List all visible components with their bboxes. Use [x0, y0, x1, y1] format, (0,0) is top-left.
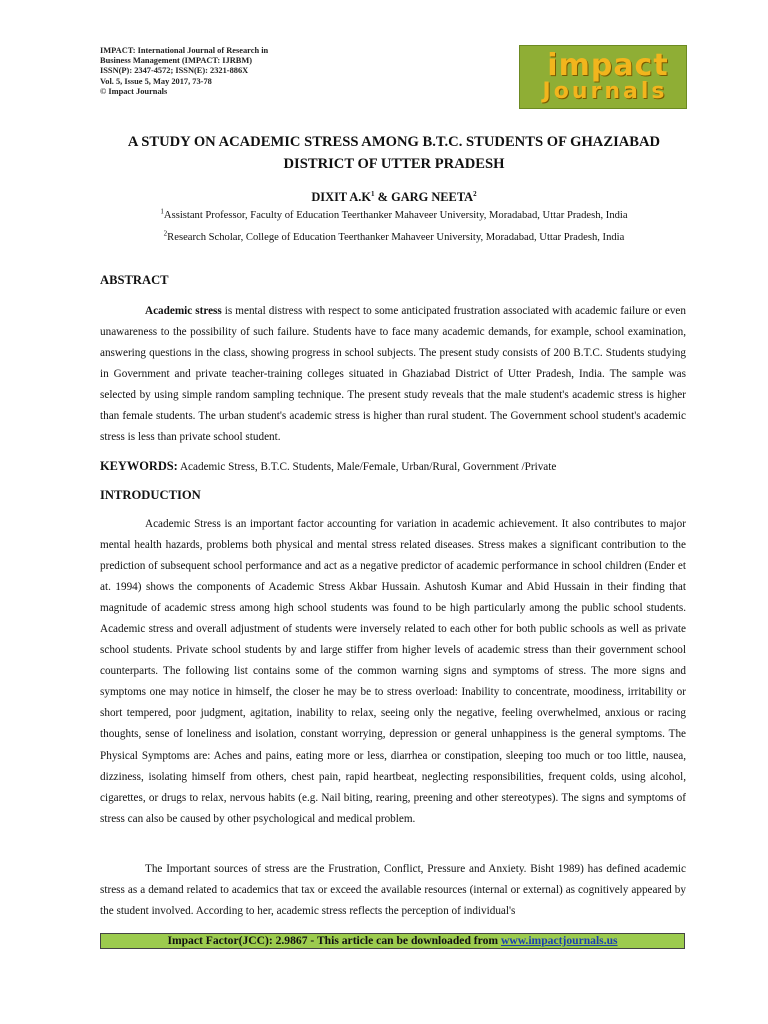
paper-title [100, 131, 688, 175]
introduction-paragraph-2 [100, 859, 686, 922]
author-separator: & [374, 190, 392, 204]
affiliation-superscript: 2 [163, 229, 168, 238]
affiliation [100, 207, 688, 221]
author-line [100, 190, 688, 205]
affiliation-text: Research Scholar, College of Education Teerthanker Mahaveer University, Moradabad, Uttar Pradesh, India [167, 232, 625, 243]
abstract-heading: ABSTRACT [100, 273, 169, 287]
journal-line: Business Management (IMPACT: IJRBM) [100, 56, 253, 66]
logo-word-journals: Journals [542, 79, 668, 104]
impact-factor-footer [100, 933, 685, 949]
keywords-line [100, 459, 686, 474]
author-superscript: 1 [371, 189, 375, 198]
footer-text: Impact Factor(JCC): 2.9867 - This article can be downloaded from [167, 934, 501, 947]
impact-journals-logo [519, 45, 687, 109]
journal-line: Vol. 5, Issue 5, May 2017, 73-78 [100, 76, 212, 86]
author-name: GARG NEETA [391, 190, 474, 204]
introduction-paragraph-1 [100, 514, 686, 830]
author-name: DIXIT A.K [311, 190, 372, 204]
paragraph-text: Academic Stress is an important factor accounting for variation in academic achievement. It also contributes to major mental health hazards, problems both physical and mental stress related diseases. Stress makes a significant contribution to the prediction of subsequent school performance and act as a negative predictor of academic performance in school children (Ender et at. 1994) shows the components of Academic Stress Akbar Hussain. Ashutosh Kumar and Abid Hussain in their finding that magnitude of academic stress among high school students was found to be high particularly among the public school students. Academic stress and overall adjustment of students were inversely related to each other for both public schools as well as private school students. Private school students by and large stiffer from higher levels of academic stress than their government school counterparts. The following list contains some of the common warning signs and symptoms of stress. The more signs and symptoms one may notice in himself, the closer he may be to stress overload: Inability to concentrate, moodiness, irritability or short tempered, poor judgment, agitation, inability to relax, seeing only the negative, feeling overwhelmed, anxious or racing thoughts, sense of loneliness and isolation, constant worrying, depression or general unhappiness is the general symptoms. The Physical Symptoms are: Aches and pains, eating more or less, diarrhea or constipation, sleeping too much or too little, nausea, dizziness, isolating himself from others, chest pain, rapid heartbeat, neglecting responsibilities, frequent colds, using alcohol, cigarettes, or drugs to relax, nervous habits (e.g. Nail biting, rearing, preening and other stereotypes). The signs and symptoms of stress can also be caused by other psychological and medical problem. [100, 518, 686, 825]
abstract-lead: Academic stress [145, 305, 222, 317]
author-superscript: 2 [473, 189, 477, 198]
introduction-heading: INTRODUCTION [100, 488, 201, 502]
paragraph-text: The Important sources of stress are the Frustration, Conflict, Pressure and Anxiety. Bisht 1989) has defined academic stress as a demand related to academics that tax or exceed the available resources (internal or external) as cognitively appeared by the student involved. According to her, academic stress reflects the perception of individual's [100, 863, 686, 918]
logo-word-impact: impact [547, 48, 669, 83]
title-line: DISTRICT OF UTTER PRADESH [283, 156, 505, 172]
title-line: A STUDY ON ACADEMIC STRESS AMONG B.T.C. STUDENTS OF GHAZIABAD [127, 134, 661, 150]
journal-line: © Impact Journals [100, 86, 168, 96]
abstract-paragraph [100, 301, 686, 448]
journal-website-link[interactable]: www.impactjournals.us [500, 934, 618, 947]
journal-line: IMPACT: International Journal of Research in [100, 46, 269, 55]
journal-line: ISSN(P): 2347-4572; ISSN(E): 2321-886X [100, 66, 249, 76]
affiliation-text: Assistant Professor, Faculty of Education Teerthanker Mahaveer University, Moradabad, Uttar Pradesh, India [163, 210, 628, 221]
keywords-label: KEYWORDS: [100, 459, 178, 473]
keywords-text: Academic Stress, B.T.C. Students, Male/Female, Urban/Rural, Government /Private [177, 461, 557, 473]
affiliation [100, 229, 688, 243]
affiliation-superscript: 1 [160, 207, 164, 216]
journal-header [100, 46, 330, 97]
abstract-body: is mental distress with respect to some anticipated frustration associated with academic failure or even unawareness to the possibility of such failure. Students have to face many academic demands, for example, school examination, answering questions in the class, showing progress in school subjects. The present study consists of 200 B.T.C. Students studying in Government and private teacher-training colleges situated in Ghaziabad District of Utter Pradesh, India. The sample was selected by using simple random sampling technique. The present study reveals that the male student's academic stress is higher than female students. The urban student's academic stress is higher than rural student. The Government school student's academic stress is less than private school student. [100, 305, 686, 444]
